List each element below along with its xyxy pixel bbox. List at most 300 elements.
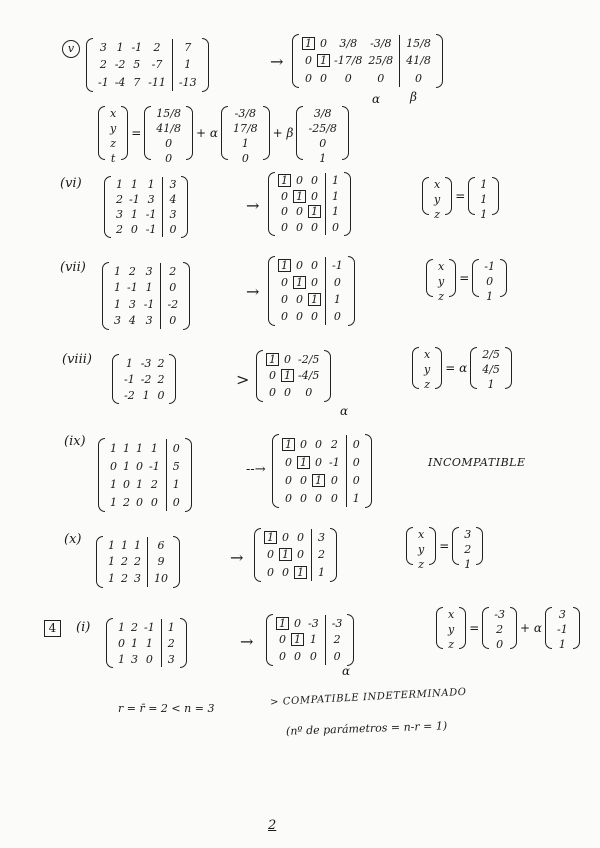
- matrix-cell: 0: [296, 205, 303, 219]
- vector-entry: 0: [486, 275, 494, 288]
- matrix-cell: 4: [169, 193, 177, 206]
- vector-entry: 0: [241, 152, 249, 165]
- matrix-cell: 2: [150, 477, 158, 491]
- vector-entry: x: [418, 528, 425, 541]
- vector-entry: -3/8: [234, 107, 257, 120]
- vector-entry: z: [438, 290, 444, 303]
- matrix-cell: 1: [264, 531, 277, 544]
- matrix-cell: 0: [333, 650, 341, 664]
- page-number: 2: [268, 818, 277, 833]
- right-bracket: [347, 614, 354, 666]
- matrix-cell: -1: [131, 41, 143, 55]
- matrix-cell: 0: [279, 650, 286, 664]
- matrix-cell: 3/8: [339, 37, 358, 51]
- matrix-cell: 2: [123, 495, 130, 509]
- matrix-cell: 1: [108, 555, 115, 569]
- vector-entry: y: [434, 193, 441, 206]
- matrix-cell: 0: [311, 174, 318, 188]
- matrix-cell: 0: [305, 386, 313, 400]
- matrix-cell: -2/5: [298, 352, 320, 366]
- matrix-cell: 0: [305, 71, 312, 85]
- matrix-cell: 0: [300, 491, 307, 505]
- right-bracket: [185, 438, 192, 512]
- column-vector: [98, 106, 128, 165]
- right-bracket: [573, 607, 580, 649]
- matrix-cell: 1: [278, 174, 291, 187]
- arrow-x: →: [230, 548, 244, 567]
- matrix-cell: 0: [296, 174, 303, 188]
- matrix-cell: 1: [114, 297, 121, 311]
- matrix-cell: 1: [136, 477, 143, 491]
- matrix-cell: 0: [414, 71, 422, 85]
- exercise-label-vii: (vii): [60, 260, 86, 275]
- right-bracket: [435, 347, 442, 389]
- matrix-cell: 10: [154, 572, 168, 586]
- matrix-cell: 3: [145, 314, 153, 328]
- matrix-cell: 1: [110, 477, 117, 491]
- matrix-cell: 1: [116, 41, 124, 55]
- matrix-cell: 0: [352, 437, 360, 451]
- vector-entry: 41/8: [156, 122, 181, 135]
- matrix-cell: 2: [99, 58, 107, 72]
- vector-entry: y: [418, 543, 425, 556]
- left-bracket: [221, 106, 228, 160]
- right-bracket: [492, 177, 499, 215]
- left-bracket: [292, 34, 299, 88]
- left-bracket: [86, 38, 93, 92]
- matrix-cell: 0: [315, 455, 322, 469]
- solution-vii: x y z = -1 0 1: [426, 258, 507, 298]
- matrix-cell: 1: [134, 538, 141, 552]
- matrix-cell: 2: [121, 555, 128, 569]
- matrix-4i-reduced: [266, 614, 354, 666]
- solution-viii: x y z = α 2/5 4/5 1: [412, 346, 512, 390]
- matrix-cell: 2: [116, 223, 123, 236]
- param-alpha-4i: α: [342, 664, 351, 678]
- matrix-cell: 0: [333, 310, 341, 323]
- left-bracket: [96, 536, 103, 588]
- exercise-label-4i: (i): [76, 620, 91, 635]
- augmented-bar: [346, 435, 347, 507]
- vector-entry: x: [424, 348, 431, 361]
- matrix-cell: -1: [332, 259, 343, 272]
- matrix-v-reduced: [292, 34, 443, 88]
- matrix-vi-reduced: [268, 172, 351, 236]
- matrix-cell: 0: [172, 495, 180, 509]
- matrix-cell: 0: [282, 531, 289, 545]
- matrix-cell: 0: [333, 276, 341, 289]
- left-bracket: [268, 256, 275, 326]
- matrix-cell: 0: [344, 71, 352, 85]
- column-vector: [144, 106, 193, 165]
- matrix-cell: 2: [167, 636, 175, 650]
- vector-entry: y: [438, 275, 445, 288]
- vector-entry: 0: [165, 137, 173, 150]
- matrix-cell: 41/8: [406, 54, 431, 68]
- vector-entry: y: [424, 363, 431, 376]
- matrix-cell: -2: [140, 372, 152, 386]
- augmented-bar: [172, 39, 173, 91]
- matrix-cell: -3/8: [370, 37, 392, 51]
- left-bracket: [296, 106, 303, 160]
- matrix-cell: 1: [266, 353, 279, 366]
- right-bracket: [344, 172, 351, 236]
- left-bracket: [254, 528, 261, 582]
- matrix-cell: 1: [118, 652, 125, 666]
- matrix-cell: 1: [123, 441, 130, 455]
- matrix-cell: 0: [157, 388, 165, 402]
- exercise-label-vi: (vi): [60, 176, 82, 191]
- matrix-cell: 1: [282, 438, 295, 451]
- vector-entry: 3/8: [313, 107, 332, 120]
- right-bracket: [459, 607, 466, 649]
- matrix-cell: 0: [130, 223, 138, 236]
- right-bracket: [121, 106, 128, 160]
- matrix-cell: 0: [311, 259, 318, 272]
- vector-entry: y: [110, 122, 117, 135]
- matrix-cell: 0: [284, 386, 291, 400]
- matrix-cell: 1: [125, 356, 133, 370]
- left-bracket: [472, 259, 479, 297]
- matrix-cell: 0: [297, 548, 304, 562]
- column-vector: [472, 259, 507, 303]
- matrix-cell: 3: [169, 178, 177, 191]
- matrix-cell: 1: [184, 58, 192, 72]
- matrix-cell: 1: [309, 633, 317, 647]
- arrow-viii: >: [236, 370, 250, 389]
- matrix-cell: 4: [128, 314, 136, 328]
- matrix-cell: -1: [127, 281, 138, 295]
- left-bracket: [98, 106, 105, 160]
- solution-v: x y z t = 15/8 41/8 0 0 + α -3/8 17/8 1 0 + β 3/8 -25/8 0 1: [98, 104, 349, 162]
- left-bracket: [272, 434, 279, 508]
- vector-entry: z: [110, 137, 116, 150]
- matrix-cell: 0: [300, 437, 307, 451]
- left-bracket: [406, 527, 413, 565]
- arrow-vii: →: [246, 282, 260, 301]
- matrix-cell: 1: [312, 474, 325, 487]
- right-bracket: [186, 106, 193, 160]
- matrix-cell: -1: [145, 208, 157, 221]
- matrix-cell: 0: [150, 495, 158, 509]
- matrix-cell: 2: [121, 572, 128, 586]
- right-bracket: [173, 536, 180, 588]
- matrix-cell: -1: [145, 223, 157, 236]
- matrix-cell: 0: [136, 459, 143, 473]
- matrix-cell: 1: [130, 178, 138, 191]
- matrix-cell: 3: [169, 208, 177, 221]
- matrix-cell: 2: [318, 548, 325, 562]
- matrix-cell: 0: [352, 455, 360, 469]
- vector-entry: -1: [556, 623, 568, 636]
- matrix-cell: 2: [131, 620, 138, 634]
- exercise-label-v: v: [62, 40, 80, 58]
- solution-x: x y z = 3 2 1: [406, 526, 483, 566]
- right-bracket: [445, 177, 452, 215]
- vector-entry: -1: [484, 260, 495, 273]
- matrix-cell: 3: [134, 572, 141, 586]
- param-alpha-viii: α: [340, 404, 349, 418]
- matrix-cell: 1: [121, 538, 128, 552]
- matrix-cell: 0: [311, 310, 318, 323]
- matrix-cell: 1: [293, 190, 306, 203]
- matrix-cell: 0: [281, 220, 288, 234]
- matrix-cell: 0: [285, 455, 292, 469]
- column-vector: [296, 106, 348, 165]
- matrix-cell: 0: [311, 276, 318, 289]
- conclusion-compatible-indeterminado: > COMPATIBLE INDETERMINADO: [269, 686, 467, 709]
- matrix-vii-augmented: [102, 262, 190, 330]
- matrix-cell: 1: [116, 178, 123, 191]
- right-bracket: [429, 527, 436, 565]
- right-bracket: [180, 618, 187, 668]
- matrix-cell: 0: [300, 473, 307, 487]
- augmented-bar: [162, 177, 163, 237]
- matrix-cell: 0: [172, 441, 180, 455]
- matrix-cell: 1: [302, 37, 315, 50]
- arrow-vi: →: [246, 196, 260, 215]
- right-bracket: [342, 106, 349, 160]
- matrix-cell: -3: [308, 616, 319, 630]
- exercise-label-viii: (viii): [62, 352, 92, 367]
- vector-entry: 15/8: [156, 107, 181, 120]
- exercise-label-x: (x): [64, 532, 82, 547]
- vector-entry: 2/5: [482, 348, 500, 361]
- param-alpha-v: α: [372, 92, 381, 106]
- right-bracket: [330, 528, 337, 582]
- matrix-cell: -4: [114, 75, 126, 89]
- matrix-cell: 0: [297, 531, 304, 545]
- vector-entry: x: [110, 107, 117, 120]
- matrix-cell: 1: [123, 459, 130, 473]
- matrix-cell: 1: [110, 495, 117, 509]
- matrix-cell: 2: [153, 41, 161, 55]
- matrix-cell: 3: [116, 208, 123, 221]
- matrix-cell: 1: [118, 620, 125, 634]
- matrix-cell: 1: [317, 54, 330, 67]
- vector-entry: 4/5: [482, 363, 500, 376]
- vector-entry: 3: [558, 608, 566, 621]
- column-vector: [412, 347, 442, 389]
- matrix-cell: 1: [276, 617, 289, 630]
- vector-entry: -3: [494, 608, 505, 621]
- augmented-bar: [325, 615, 326, 665]
- vector-entry: 1: [486, 290, 494, 303]
- vector-entry: 1: [487, 378, 495, 391]
- column-vector: [468, 177, 499, 221]
- matrix-cell: 3: [318, 531, 325, 545]
- matrix-cell: 1: [114, 264, 121, 278]
- matrix-cell: 0: [311, 220, 318, 234]
- matrix-cell: 0: [281, 293, 288, 306]
- matrix-cell: 3: [128, 297, 136, 311]
- left-bracket: [422, 177, 429, 215]
- left-bracket: [256, 350, 263, 402]
- left-bracket: [436, 607, 443, 649]
- matrix-cell: -11: [148, 75, 166, 89]
- matrix-cell: -1: [143, 297, 155, 311]
- column-vector: [436, 607, 466, 649]
- param-beta-v: β: [410, 90, 417, 104]
- exercise-label-ix: (ix): [64, 434, 86, 449]
- matrix-cell: 1: [293, 276, 306, 289]
- augmented-bar: [399, 35, 400, 87]
- matrix-cell: 0: [377, 71, 385, 85]
- matrix-cell: 0: [145, 652, 153, 666]
- matrix-cell: -3: [140, 356, 152, 370]
- left-bracket: [452, 527, 459, 565]
- matrix-cell: 1: [114, 281, 121, 295]
- vector-entry: x: [448, 608, 455, 621]
- matrix-cell: 9: [157, 555, 165, 569]
- left-bracket: [470, 347, 477, 389]
- right-bracket: [365, 434, 372, 508]
- matrix-cell: -2: [114, 58, 126, 72]
- matrix-cell: 0: [267, 548, 274, 562]
- augmented-bar: [166, 439, 167, 511]
- matrix-cell: 5: [172, 459, 180, 473]
- vector-entry: -25/8: [308, 122, 337, 135]
- column-vector: [221, 106, 270, 165]
- matrix-cell: 7: [184, 41, 192, 55]
- vector-entry: 1: [480, 193, 488, 206]
- matrix-viii-reduced: [256, 350, 331, 402]
- right-bracket: [183, 262, 190, 330]
- matrix-cell: -13: [178, 75, 197, 89]
- matrix-cell: 0: [309, 650, 317, 664]
- matrix-cell: 15/8: [406, 37, 431, 51]
- matrix-cell: 1: [145, 636, 153, 650]
- matrix-cell: 0: [169, 281, 177, 295]
- left-bracket: [144, 106, 151, 160]
- matrix-cell: 0: [332, 220, 339, 234]
- matrix-cell: 0: [118, 636, 125, 650]
- left-bracket: [426, 259, 433, 297]
- matrix-x-reduced: [254, 528, 337, 582]
- arrow-4i: →: [240, 632, 254, 651]
- matrix-cell: 1: [332, 174, 339, 188]
- matrix-cell: 0: [281, 276, 288, 289]
- right-bracket: [476, 527, 483, 565]
- matrix-cell: 1: [291, 633, 304, 646]
- matrix-cell: 1: [172, 477, 180, 491]
- column-vector: [452, 527, 483, 571]
- matrix-cell: 0: [320, 71, 327, 85]
- vector-entry: z: [424, 378, 430, 391]
- matrix-cell: 0: [315, 437, 322, 451]
- matrix-cell: 1: [333, 293, 341, 306]
- matrix-cell: 0: [296, 293, 303, 306]
- right-bracket: [510, 607, 517, 649]
- left-bracket: [468, 177, 475, 215]
- right-bracket: [202, 38, 209, 92]
- right-bracket: [324, 350, 331, 402]
- vector-entry: 1: [319, 152, 327, 165]
- matrix-cell: -1: [144, 620, 155, 634]
- matrix-cell: 0: [311, 189, 318, 203]
- left-bracket: [545, 607, 552, 649]
- left-bracket: [412, 347, 419, 389]
- matrix-cell: -1: [129, 193, 140, 206]
- left-bracket: [112, 354, 119, 404]
- matrix-cell: 0: [284, 352, 291, 366]
- left-bracket: [104, 176, 111, 238]
- matrix-cell: 1: [308, 205, 321, 218]
- matrix-cell: -2: [167, 297, 179, 311]
- matrix-cell: 0: [305, 54, 312, 68]
- matrix-cell: 3: [114, 314, 121, 328]
- arrow-ix: --→: [246, 462, 266, 477]
- vector-entry: 17/8: [232, 122, 258, 135]
- rank-line: r = r̄ = 2 < n = 3: [118, 702, 215, 715]
- right-bracket: [505, 347, 512, 389]
- matrix-cell: -1: [149, 459, 160, 473]
- vector-entry: x: [434, 178, 441, 191]
- matrix-cell: 2: [157, 356, 165, 370]
- matrix-cell: 0: [269, 369, 276, 383]
- result-incompatible: INCOMPATIBLE: [428, 456, 526, 469]
- matrix-cell: 1: [167, 620, 175, 634]
- matrix-cell: 0: [267, 565, 274, 579]
- matrix-ix-augmented: [98, 438, 192, 512]
- matrix-cell: 1: [297, 456, 310, 469]
- matrix-cell: 1: [352, 491, 360, 505]
- matrix-ix-reduced: [272, 434, 372, 508]
- matrix-cell: 0: [294, 616, 301, 630]
- matrix-cell: -17/8: [334, 54, 363, 68]
- augmented-bar: [161, 619, 162, 667]
- matrix-cell: 0: [285, 473, 292, 487]
- matrix-v-augmented: [86, 38, 209, 92]
- matrix-cell: 3: [167, 652, 175, 666]
- right-bracket: [436, 34, 443, 88]
- matrix-cell: 0: [279, 633, 286, 647]
- matrix-cell: 1: [332, 205, 339, 219]
- augmented-bar: [311, 529, 312, 581]
- left-bracket: [268, 172, 275, 236]
- vector-entry: z: [434, 208, 440, 221]
- right-bracket: [500, 259, 507, 297]
- matrix-cell: 1: [278, 259, 291, 272]
- matrix-cell: 0: [330, 473, 338, 487]
- matrix-cell: 1: [145, 281, 153, 295]
- matrix-cell: 25/8: [368, 54, 394, 68]
- matrix-cell: -1: [98, 75, 109, 89]
- matrix-cell: 1: [332, 189, 339, 203]
- matrix-cell: 0: [123, 477, 130, 491]
- matrix-vii-reduced: [268, 256, 355, 326]
- matrix-cell: 1: [308, 293, 321, 306]
- vector-entry: 1: [480, 178, 488, 191]
- matrix-cell: 1: [110, 441, 117, 455]
- matrix-4i-augmented: [106, 618, 187, 668]
- vector-entry: 3: [464, 528, 472, 541]
- matrix-x-augmented: [96, 536, 180, 588]
- vector-entry: 1: [558, 638, 566, 651]
- matrix-cell: 1: [136, 441, 143, 455]
- matrix-cell: 0: [282, 565, 289, 579]
- matrix-cell: 0: [269, 386, 276, 400]
- matrix-cell: 2: [157, 372, 165, 386]
- matrix-cell: 3: [145, 264, 153, 278]
- matrix-cell: 0: [285, 491, 292, 505]
- solution-4i: x y z = -3 2 0 + α 3 -1 1: [436, 606, 580, 650]
- matrix-cell: 2: [128, 264, 136, 278]
- column-vector: [406, 527, 436, 571]
- matrix-cell: 1: [150, 441, 158, 455]
- matrix-cell: 3: [99, 41, 107, 55]
- matrix-vi-augmented: [104, 176, 188, 238]
